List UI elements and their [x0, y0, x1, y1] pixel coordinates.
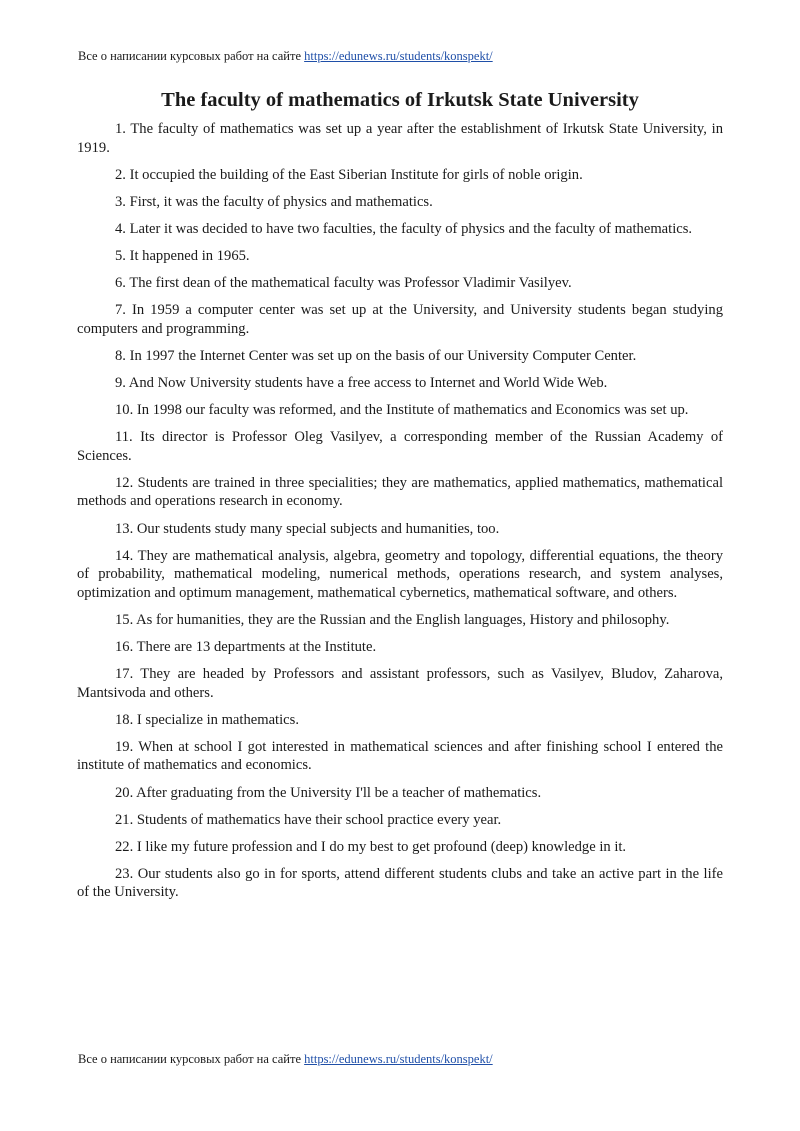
paragraph-4: 4. Later it was decided to have two faculties, the faculty of physics and the faculty of mathematics.: [115, 220, 693, 237]
paragraph-1: 1. The faculty of mathematics was set up a year after the establishment of Irkutsk State University, in 1919.: [77, 121, 723, 156]
paragraph-8: 8. In 1997 the Internet Center was set up on the basis of our University Computer Center.: [115, 347, 637, 364]
paragraph-11: 11. Its director is Professor Oleg Vasilyev, a corresponding member of the Russian Academy of Sciences.: [77, 429, 723, 464]
paragraph-23: 23. Our students also go in for sports, attend different students clubs and take an active part in the life of the University.: [77, 865, 723, 901]
paragraph-3: 3. First, it was the faculty of physics and mathematics.: [115, 193, 433, 210]
page-header: [78, 48, 493, 64]
paragraph-9: 9. And Now University students have a free access to Internet and World Wide Web.: [115, 374, 608, 391]
paragraph-15: 15. As for humanities, they are the Russian and the English languages, History and philosophy.: [115, 611, 670, 628]
paragraph-10: 10. In 1998 our faculty was reformed, and the Institute of mathematics and Economics was set up.: [115, 402, 689, 419]
paragraph-2: 2. It occupied the building of the East Siberian Institute for girls of noble origin.: [115, 166, 583, 183]
paragraph-17: 17. They are headed by Professors and assistant professors, such as Vasilyev, Bludov, Zaharova, Mantsivoda and others.: [77, 666, 723, 701]
paragraph-21: 21. Students of mathematics have their school practice every year.: [115, 811, 502, 828]
paragraph-13: 13. Our students study many special subjects and humanities, too.: [115, 520, 500, 537]
paragraph-7: 7. In 1959 a computer center was set up at the University, and University students began studying computers and programming.: [77, 302, 723, 337]
paragraph-20: 20. After graduating from the University I'll be a teacher of mathematics.: [115, 784, 542, 801]
document-title: The faculty of mathematics of Irkutsk State University: [161, 89, 639, 111]
footer-text: Все о написании курсовых работ на сайте: [78, 1052, 305, 1066]
paragraph-14: 14. They are mathematical analysis, algebra, geometry and topology, differential equations, the theory of probability, mathematical modeling, numerical methods, operations research, and system analyses, optimization and optimum management, mathematical cybernetics, mathematical software, and others.: [77, 547, 723, 601]
header-text: Все о написании курсовых работ на сайте: [78, 49, 305, 63]
paragraph-12: 12. Students are trained in three specialities; they are mathematics, applied mathematics, mathematical methods and operations research in economy.: [77, 474, 723, 510]
document-body: [77, 120, 723, 911]
paragraph-19: 19. When at school I got interested in mathematical sciences and after finishing school I entered the institute of mathematics and economics.: [77, 738, 723, 774]
paragraph-22: 22. I like my future profession and I do my best to get profound (deep) knowledge in it.: [115, 838, 627, 855]
paragraph-6: 6. The first dean of the mathematical faculty was Professor Vladimir Vasilyev.: [115, 275, 572, 292]
paragraph-5: 5. It happened in 1965.: [115, 247, 250, 264]
header-site-link[interactable]: https://edunews.ru/students/konspekt/: [304, 49, 493, 63]
paragraph-18: 18. I specialize in mathematics.: [115, 711, 299, 728]
paragraph-16: 16. There are 13 departments at the Institute.: [115, 638, 377, 655]
footer-site-link[interactable]: https://edunews.ru/students/konspekt/: [304, 1052, 493, 1066]
page-footer: [78, 1051, 493, 1067]
